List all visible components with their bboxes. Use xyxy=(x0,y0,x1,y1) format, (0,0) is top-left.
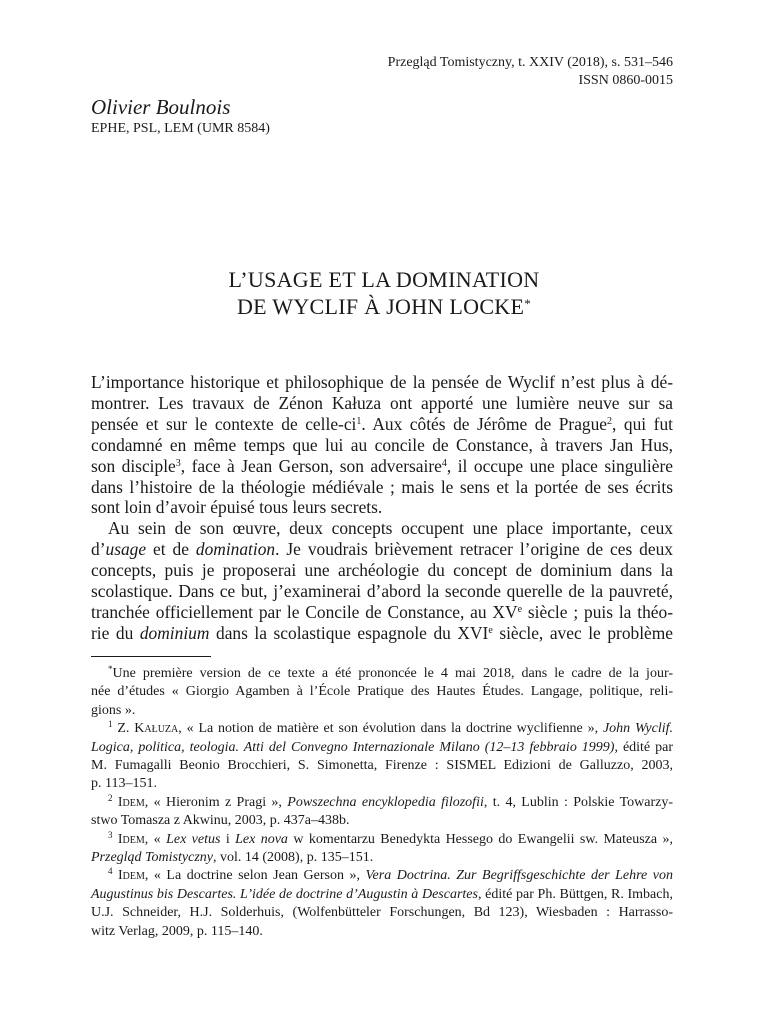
footnote-4 xyxy=(91,867,673,941)
footnote-mark: 3 xyxy=(108,829,113,840)
text-span: , « La doctrine selon Jean Gerson », xyxy=(144,868,366,884)
footnote-star xyxy=(91,665,673,720)
text-span: i xyxy=(220,831,236,847)
footnote-ref-2[interactable]: 2 xyxy=(607,415,613,427)
text-line: L’importance historique et philosophique de la pensée de Wyclif n’est plus à dé- xyxy=(91,372,673,392)
text-line: concepts, puis je proposerai une archéologie du concept de dominium dans la xyxy=(91,560,673,581)
superscript: e xyxy=(488,624,493,636)
footnote-line xyxy=(91,794,673,812)
text-span: , édité par xyxy=(614,739,673,755)
footnote-ref-3[interactable]: 3 xyxy=(175,457,181,469)
footnote-line xyxy=(91,886,673,904)
text-span: , vol. 14 (2008), p. 135–151. xyxy=(212,850,374,866)
text-span: John Wyclif. xyxy=(602,721,674,737)
footnote-line: née d’études « Giorgio Agamben à l’École Pratique des Hautes Études. Langage, politique, reli- xyxy=(91,684,673,700)
footnote-line xyxy=(91,831,673,849)
text-span: Lex nova xyxy=(235,831,288,847)
author-smallcaps: Idem xyxy=(117,831,145,847)
journal-header xyxy=(388,54,673,90)
footnote-3 xyxy=(91,831,673,868)
text-span: siècle ; puis la théo- xyxy=(522,601,673,622)
text-line: dans l’histoire de la théologie médiévale ; mais le sens et la portée de ses écrits xyxy=(91,476,673,497)
journal-citation: Przegląd Tomistyczny, t. XXIV (2018), s. 531–546 xyxy=(387,55,673,70)
text-line xyxy=(91,539,673,560)
text-span: . Aux côtés de Jérôme de Prague xyxy=(361,413,608,434)
text-span: Powszechna encyklopedia filozofii xyxy=(287,794,484,810)
footnote-line: witz Verlag, 2009, p. 115–140. xyxy=(91,923,263,939)
article-title xyxy=(0,266,768,320)
paragraph-1 xyxy=(91,372,673,518)
text-span: tranchée officiellement par le Concile de Constance, au XV xyxy=(91,601,518,622)
author-name: Olivier Boulnois xyxy=(91,95,231,119)
footnote-line xyxy=(91,720,673,738)
footnote-line xyxy=(91,849,673,867)
text-span: , édité par Ph. Büttgen, R. Imbach, xyxy=(477,886,673,902)
footnote-mark: 4 xyxy=(108,866,113,877)
footnote-ref-4[interactable]: 4 xyxy=(441,457,447,469)
text-line xyxy=(91,602,673,623)
footnote-line: M. Fumagalli Beonio Brocchieri, S. Simonetta, Firenze : SISMEL Edizioni de Galluzzo, 2003, xyxy=(91,758,673,774)
text-line xyxy=(91,456,673,477)
text-line: scolastique. Dans ce but, j’examinerai d’abord la seconde querelle de la pauvreté, xyxy=(91,581,673,602)
text-span: , il occupe une place singulière xyxy=(446,455,673,476)
footnote-line xyxy=(91,739,673,757)
footnote-line: p. 113–151. xyxy=(91,776,157,792)
paragraph-2 xyxy=(91,518,673,643)
text-span: Une première version de ce texte a été prononcée le 4 mai 2018, dans le cadre de la jour- xyxy=(112,666,673,681)
text-span: Przegląd Tomistyczny xyxy=(91,850,213,866)
text-span: , qui fut xyxy=(612,413,673,434)
author-block xyxy=(91,94,270,137)
footnote-2 xyxy=(91,794,673,831)
text-span: rie du xyxy=(91,622,140,643)
footnote-mark: 2 xyxy=(108,792,113,803)
title-footnote-mark: * xyxy=(524,296,532,311)
text-span: Vera Doctrina. Zur Begriffsgeschichte der Lehre von xyxy=(365,868,673,884)
author-smallcaps: Idem xyxy=(118,868,145,884)
text-span: , t. 4, Lublin : Polskie Towarzy- xyxy=(483,794,673,810)
text-line: Au sein de son œuvre, deux concepts occupent une place importante, ceux xyxy=(108,518,673,539)
footnote-mark: * xyxy=(108,664,113,674)
author-smallcaps: Idem xyxy=(117,794,145,810)
italic-term-usage: usage xyxy=(105,539,147,560)
text-span: Z. xyxy=(112,721,135,737)
title-line-1: L’USAGE ET LA DOMINATION xyxy=(228,267,540,292)
footnote-line xyxy=(91,867,673,885)
text-line xyxy=(91,414,673,435)
text-span: dans la scolastique espagnole du XVI xyxy=(209,622,489,643)
footnote-line: stwo Tomasza z Akwinu, 2003, p. 437a–438b. xyxy=(91,813,350,829)
text-span: , « La notion de matière et son évolution dans la doctrine wyclifienne », xyxy=(178,721,603,737)
text-line xyxy=(91,623,673,644)
author-affiliation: EPHE, PSL, LEM (UMR 8584) xyxy=(91,121,270,136)
text-span: , face à Jean Gerson, son adversaire xyxy=(180,455,442,476)
text-line: sont loin d’avoir épuisé tous leurs secrets. xyxy=(91,497,383,518)
issn: ISSN 0860-0015 xyxy=(578,73,673,88)
italic-term-dominium: dominium xyxy=(139,622,210,643)
text-span: w komentarzu Benedykta Hessego do Ewangelii sw. Mateusza », xyxy=(287,831,673,847)
footnote-1 xyxy=(91,720,673,794)
text-span: Augustinus bis Descartes. L’idée de doctrine d’Augustin à Descartes xyxy=(91,886,478,902)
author-smallcaps: Kałuza xyxy=(134,721,179,737)
italic-term-domination: domination xyxy=(195,539,276,560)
text-span: , « xyxy=(144,831,167,847)
footnote-line: gions ». xyxy=(91,702,136,718)
footnote-line xyxy=(91,665,673,683)
text-span: siècle, avec le problème xyxy=(492,622,674,643)
footnote-ref-1[interactable]: 1 xyxy=(356,415,362,427)
footnotes xyxy=(91,665,673,941)
superscript: e xyxy=(517,603,523,615)
text-line: condamné en même temps que lui au concile de Constance, à travers Jan Hus, xyxy=(91,434,673,455)
title-line-2 xyxy=(0,293,768,320)
title-line-2-text: DE WYCLIF À JOHN LOCKE xyxy=(236,294,525,319)
body-text xyxy=(91,372,673,644)
text-span: pensée et sur le contexte de celle-ci xyxy=(91,413,357,434)
text-span: Lex vetus xyxy=(166,831,221,847)
footnote-mark: 1 xyxy=(108,719,113,730)
footnote-separator xyxy=(91,656,211,657)
text-span: et de xyxy=(146,539,196,560)
footnote-line: U.J. Schneider, H.J. Solderhuis, (Wolfenbütteler Forschungen, Bd 123), Wiesbaden : Harrasso- xyxy=(91,905,673,921)
text-span: son disciple xyxy=(91,455,176,476)
text-span: . Je voudrais brièvement retracer l’origine de ces deux xyxy=(275,539,673,560)
text-span: Logica, politica, teologia. Atti del Convegno Internazionale Milano (12–13 febbraio 1999) xyxy=(91,739,615,755)
text-span: d’ xyxy=(91,539,106,560)
text-line: montrer. Les travaux de Zénon Kałuza ont apporté une lumière neuve sur sa xyxy=(91,392,673,413)
text-span: , « Hieronim z Pragi », xyxy=(144,794,288,810)
